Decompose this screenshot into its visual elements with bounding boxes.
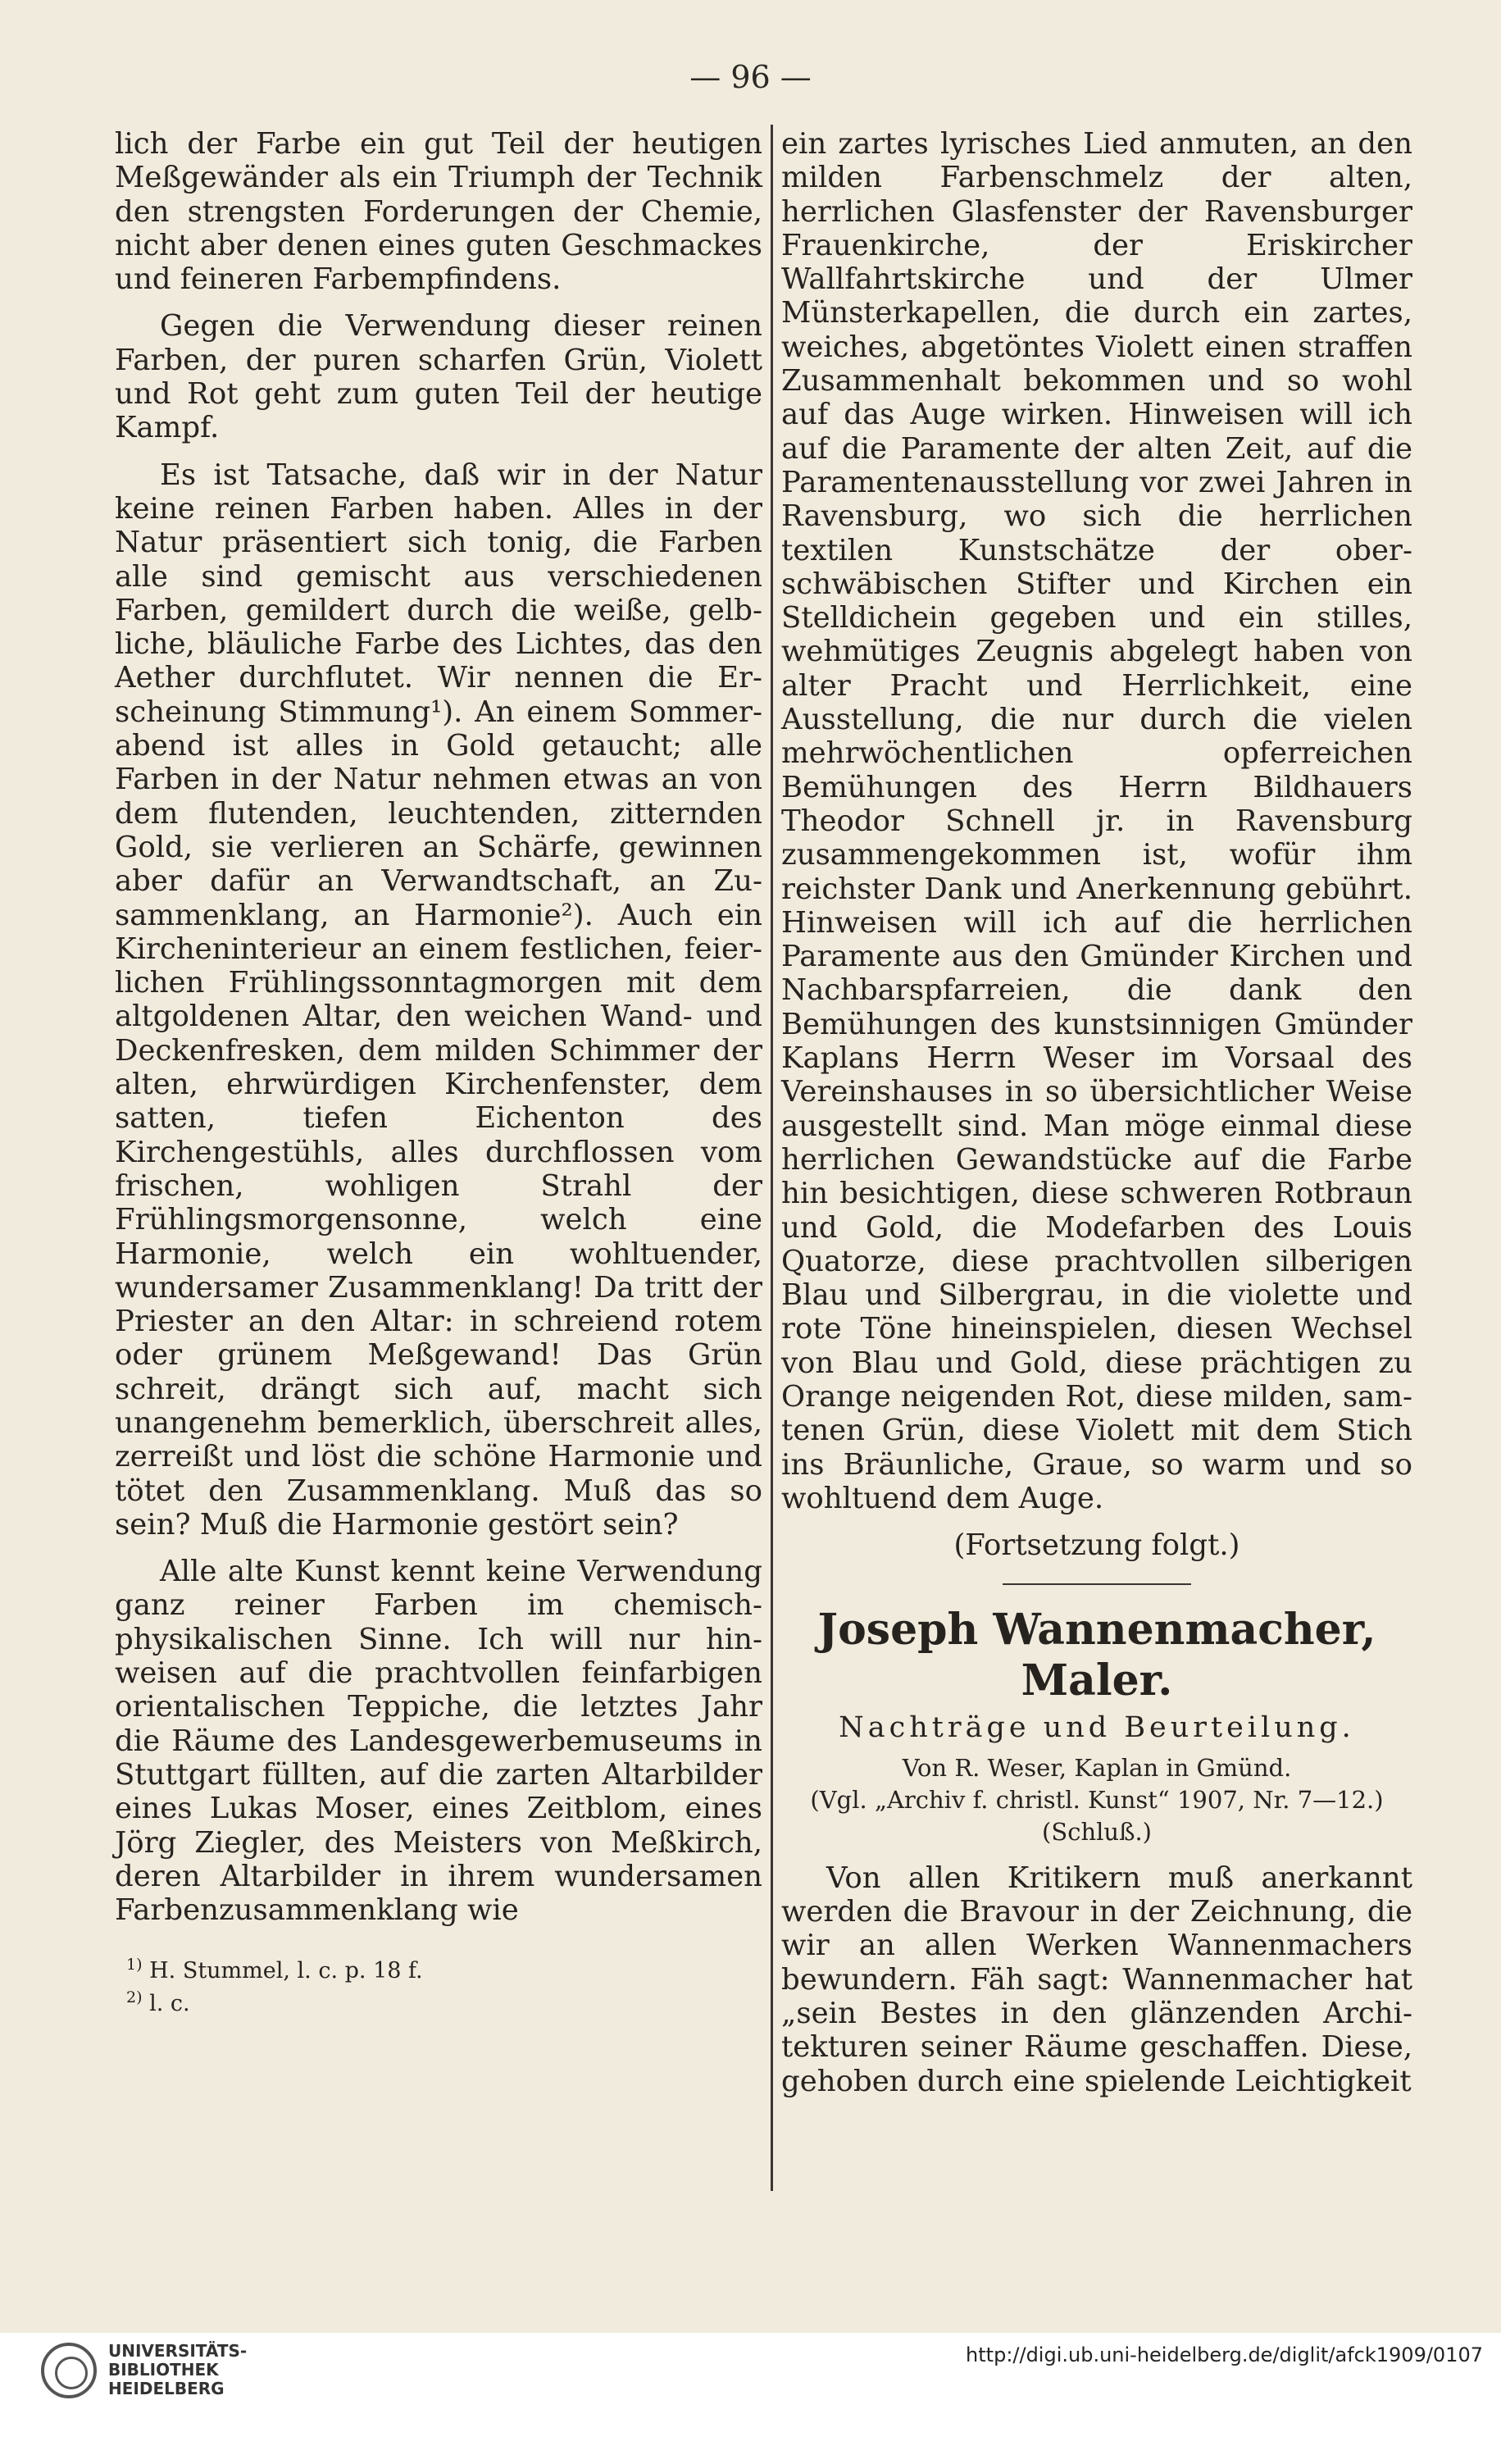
library-name-line: BIBLIOTHEK [108, 2360, 219, 2380]
paragraph: Gegen die Verwendung dieser reinen Farben, der puren scharfen Grün, Violett und Rot geht zum guten Teil der heutige Kampf. [115, 309, 762, 445]
section-separator [1003, 1583, 1191, 1585]
library-logo [41, 2342, 247, 2398]
footnote-text: H. Stummel, l. c. p. 18 f. [149, 1958, 423, 1984]
article-part: (Schluß.) [1042, 1817, 1152, 1846]
footnote-text: l. c. [149, 1991, 190, 2017]
left-column [115, 127, 762, 2017]
article-subtitle: Nachträge und Beurteilung. [839, 1711, 1355, 1745]
article-byline: Von R. Weser, Kaplan in Gmünd. [902, 1753, 1292, 1782]
seal-icon [41, 2343, 97, 2398]
source-url-link[interactable]: http://digi.ub.uni-heidelberg.de/diglit/afck1909/0107 [966, 2343, 1483, 2366]
continuation-note: (Fortsetzung folgt.) [953, 1528, 1240, 1563]
library-name-line: HEIDELBERG [108, 2379, 225, 2398]
article-title: Joseph Wannenmacher, Maler. [817, 1605, 1376, 1706]
paragraph: Alle alte Kunst kennt keine Verwendung ganz reiner Farben im chemisch-physikalischen Sinne. Ich will nur hinweisen auf die prachtvollen feinfarbigen orientalischen Teppiche, die letztes Jahr die Räume des Landesgewerbemuseums in Stuttgart füllten, auf die zarten Altarbilder eines Lukas Moser, eines Zeitblom, eines Jörg Ziegler, des Meisters von Meßkirch, deren Altarbilder in ihrem wundersamen Farbenzusammenklang wie [115, 1555, 762, 1928]
article-reference: (Vgl. „Archiv f. christl. Kunst“ 1907, Nr. 7—12.) [810, 1785, 1384, 1814]
paragraph: Es ist Tatsache, daß wir in der Natur keine reinen Farben haben. Alles in der Natur präsentiert sich tonig, die Farben alle sind gemischt aus verschiedenen Farben, gemildert durch die weiße, gelbliche, bläuliche Farbe des Lichtes, das den Aether durchflutet. Wir nennen die Erscheinung Stimmung¹). An einem Sommerabend ist alles in Gold getaucht; alle Farben in der Natur nehmen etwas an von dem flutenden, leuchtenden, zitternden Gold, sie verlieren an Schärfe, gewinnen aber dafür an Verwandtschaft, an Zusammenklang, an Harmonie²). Auch ein Kircheninterieur an einem festlichen, feierlichen Frühlingssonntagmorgen mit dem altgoldenen Altar, den weichen Wand- und Deckenfresken, dem milden Schimmer der alten, ehrwürdigen Kirchenfenster, dem satten, tiefen Eichenton des Kirchengestühls, alles durchflossen vom frischen, wohligen Strahl der Frühlingsmorgensonne, welch eine Harmonie, welch ein wohltuender, wundersamer Zusammenklang! Da tritt der Priester an den Altar: in schreiend rotem oder grünem Meßgewand! Das Grün schreit, drängt sich auf, macht sich unangenehm bemerklich, überschreit alles, zerreißt und löst die schöne Harmonie und tötet den Zusammenklang. Muß das so sein? Muß die Harmonie gestört sein? [115, 458, 762, 1542]
page-number: — 96 — [689, 59, 812, 95]
footnote [126, 1984, 762, 2017]
footnote-mark: 2) [126, 1988, 143, 2007]
library-name [108, 2342, 247, 2398]
column-divider [771, 125, 773, 2191]
paragraph: lich der Farbe ein gut Teil der heutigen Meßgewänder als ein Triumph der Technik den strengsten Forderungen der Chemie, nicht aber denen eines guten Geschmackes und feineren Farbempfindens. [115, 127, 762, 297]
footnotes [115, 1952, 762, 2017]
footnote-mark: 1) [126, 1956, 143, 1974]
right-column [781, 127, 1412, 2111]
paragraph: Von allen Kritikern muß anerkannt werden die Bravour in der Zeichnung, die wir an allen Werken Wannenmachers bewundern. Fäh sagt: Wannenmacher hat „sein Bestes in den glänzenden Architekturen seiner Räume geschaffen. Diese, gehoben durch eine spielende Leichtigkeit [781, 1861, 1412, 2098]
library-name-line: UNIVERSITÄTS- [108, 2341, 248, 2361]
paragraph: ein zartes lyrisches Lied anmuten, an den milden Farbenschmelz der alten, herrlichen Glasfenster der Ravensburger Frauenkirche, der Eriskircher Wallfahrtskirche und der Ulmer Münsterkapellen, die durch ein zartes, weiches, abgetöntes Violett einen straffen Zusammenhalt bekommen und so wohl auf das Auge wirken. Hinweisen will ich auf die Paramente der alten Zeit, auf die Paramentenausstellung vor zwei Jahren in Ravensburg, wo sich die herrlichen textilen Kunstschätze der oberschwäbischen Stifter und Kirchen ein Stelldichein gegeben und ein stilles, wehmütiges Zeugnis abgelegt haben von alter Pracht und Herrlichkeit, eine Ausstellung, die nur durch die vielen mehrwöchentlichen opferreichen Bemühungen des Herrn Bildhauers Theodor Schnell jr. in Ravensburg zusammengekommen ist, wofür ihm reichster Dank und Anerkennung gebührt. Hinweisen will ich auf die herrlichen Paramente aus den Gmünder Kirchen und Nachbarspfarreien, die dank den Bemühungen des kunstsinnigen Gmünder Kaplans Herrn Weser im Vorsaal des Vereinshauses in so übersichtlicher Weise ausgestellt sind. Man möge einmal diese herrlichen Gewandstücke auf die Farbe hin besichtigen, diese schweren Rotbraun und Gold, die Modefarben des Louis Quatorze, diese prachtvollen silberigen Blau und Silbergrau, in die violette und rote Töne hineinspielen, diesen Wechsel von Blau und Gold, diese prächtigen zu Orange neigenden Rot, diese milden, samtenen Grün, diese Violett mit dem Stich ins Bräunliche, Graue, so warm und so wohltuend dem Auge. [781, 127, 1412, 1515]
footnote [126, 1952, 762, 1984]
